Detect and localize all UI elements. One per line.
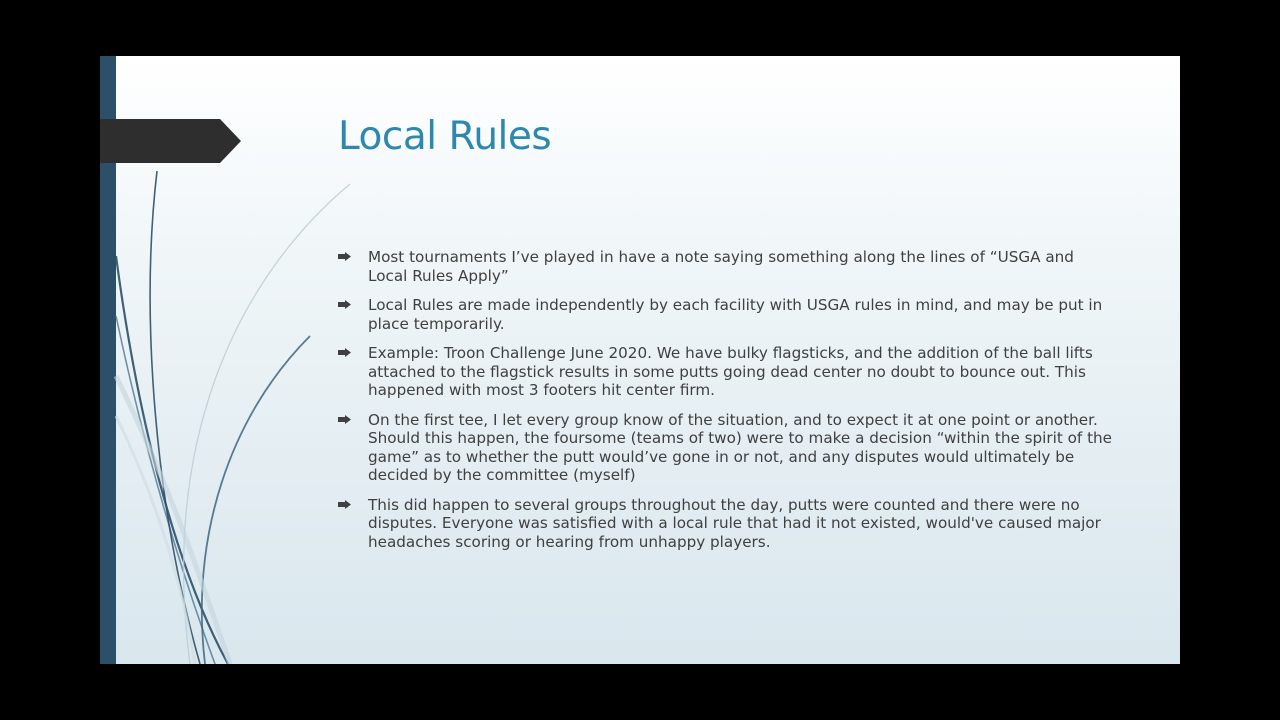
slide <box>100 56 1180 664</box>
title-arrow-shape <box>100 119 241 163</box>
list-item <box>338 496 1113 552</box>
slide-title: Local Rules <box>338 114 552 159</box>
bullet-text: Local Rules are made independently by each facility with USGA rules in mind, and may be put in place temporarily. <box>368 296 1103 333</box>
list-item <box>338 411 1113 485</box>
list-item <box>338 344 1113 400</box>
list-item <box>338 248 1113 285</box>
hand-pointer-arrow-icon <box>338 252 351 261</box>
hand-pointer-arrow-icon <box>338 500 351 509</box>
bullet-text: Most tournaments I’ve played in have a note saying something along the lines of “USGA and Local Rules Apply” <box>368 248 1074 285</box>
hand-pointer-arrow-icon <box>338 415 351 424</box>
bullet-text: This did happen to several groups throughout the day, putts were counted and there were no disputes. Everyone was satisfied with a local rule that had it not existed, would've caused major headaches scoring or hearing from unhappy players. <box>368 495 1101 551</box>
bullet-text: Example: Troon Challenge June 2020. We have bulky flagsticks, and the addition of the ball lifts attached to the flagstick results in some putts going dead center no doubt to bounce out. This happened with most 3 footers hit center firm. <box>368 344 1093 399</box>
hand-pointer-arrow-icon <box>338 348 351 357</box>
list-item <box>338 296 1113 333</box>
bullet-text: On the first tee, I let every group know of the situation, and to expect it at one point or another. Should this happen, the foursome (teams of two) were to make a decision “within the spirit of the game” as to whether the putt would’ve gone in or not, and any disputes would ultimately be decided by the committee (myself) <box>368 410 1113 484</box>
hand-pointer-arrow-icon <box>338 300 351 309</box>
bullet-list <box>338 248 1113 562</box>
